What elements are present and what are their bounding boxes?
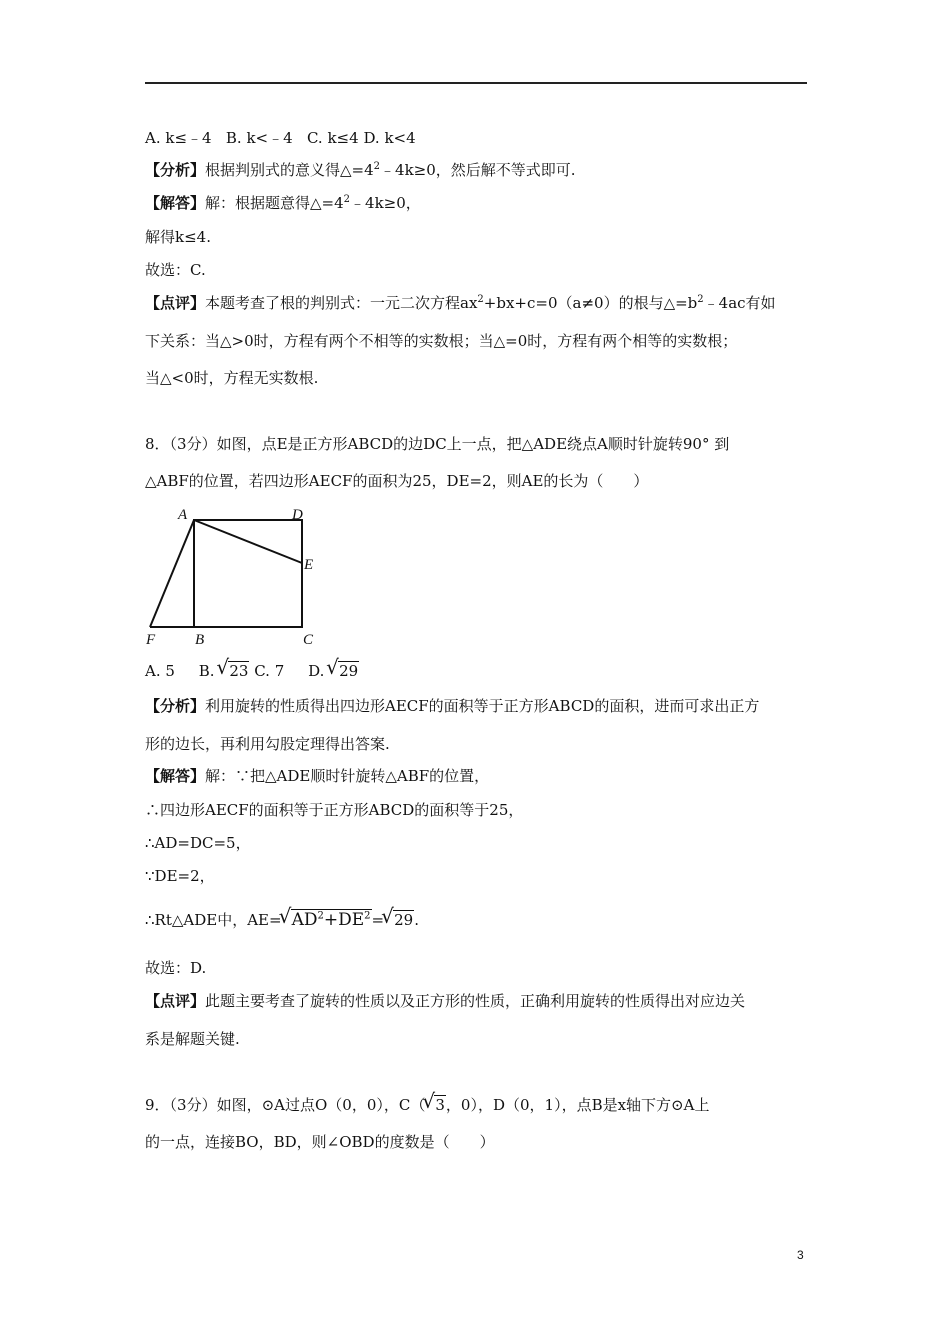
q8-solution-line5 xyxy=(145,910,419,930)
q8-solution-line3: ∴AD=DC=5， xyxy=(145,834,251,852)
square-abcd xyxy=(194,520,302,627)
q8-solution-tag: 【解答】 xyxy=(145,767,206,785)
q7-solution xyxy=(145,193,421,213)
q8-ae-radicand xyxy=(291,909,372,930)
q8-option-d-root xyxy=(329,661,359,681)
q9-radicand: 3 xyxy=(435,1096,445,1114)
q7-comment-text-b: +bx+c=0（a≠0）的根与△=b xyxy=(483,294,698,312)
q8-ae-root xyxy=(282,910,372,930)
q8-ae-end: . xyxy=(414,911,419,929)
q7-solution-text-2: ﹣4k≥0， xyxy=(350,194,421,212)
q8-option-d-radicand: 29 xyxy=(339,662,359,680)
label-e: E xyxy=(304,557,314,573)
q7-option-d: D. k<4 xyxy=(363,129,416,147)
q8-ae-exp-b: 2 xyxy=(364,910,371,922)
q8-figure xyxy=(140,500,340,650)
q7-options xyxy=(145,128,416,148)
q7-comment-text-c: ﹣4ac有如 xyxy=(703,294,776,312)
q8-solution-line4: ∵DE=2， xyxy=(145,867,215,885)
q8-stem-line2: △ABF的位置，若四边形AECF的面积为25，DE=2，则AE的长为（ ） xyxy=(145,472,649,490)
q9-stem-a: 9．（3分）如图，⊙A过点O（0，0），C（ xyxy=(145,1096,426,1114)
q8-solution-line2: ∴四边形AECF的面积等于正方形ABCD的面积等于25， xyxy=(145,801,524,819)
label-f: F xyxy=(146,632,156,648)
q8-option-b-radicand: 23 xyxy=(229,662,249,680)
q8-option-b-prefix: B. xyxy=(198,662,215,680)
q7-option-b: B. k<﹣4 xyxy=(225,129,293,147)
q9-root xyxy=(425,1095,446,1115)
q8-analysis-line1: 利用旋转的性质得出四边形AECF的面积等于正方形ABCD的面积，进而可求出正方 xyxy=(205,697,760,715)
q9-stem-line2: 的一点，连接BO，BD，则∠OBD的度数是（ ） xyxy=(145,1133,495,1151)
q7-analysis xyxy=(145,160,576,180)
q7-comment xyxy=(145,293,776,313)
q8-comment xyxy=(145,991,745,1011)
q8-ae-result-root xyxy=(384,910,414,930)
q7-comment-exp2: 2 xyxy=(697,294,704,305)
q7-analysis-tag: 【分析】 xyxy=(145,161,206,179)
q7-solution-text: 解：根据题意得△=4 xyxy=(205,194,344,212)
q8-solution-line1: 解：∵把△ADE顺时针旋转△ABF的位置， xyxy=(205,767,490,785)
q9-stem-line1 xyxy=(145,1095,709,1115)
q7-solution-tag: 【解答】 xyxy=(145,194,206,212)
q8-ae-de: +DE xyxy=(323,910,365,930)
q8-option-d-prefix: D. xyxy=(308,662,325,680)
label-c: C xyxy=(303,632,314,648)
q8-ae-eq: = xyxy=(371,911,385,929)
header-rule xyxy=(145,82,807,84)
q7-comment-exp1: 2 xyxy=(477,294,484,305)
q7-step1: 解得k≤4. xyxy=(145,228,211,246)
q9-stem-b: ，0），D（0，1），点B是x轴下方⊙A上 xyxy=(445,1096,710,1114)
q8-options xyxy=(145,661,359,681)
q8-comment-line1: 此题主要考查了旋转的性质以及正方形的性质，正确利用旋转的性质得出对应边关 xyxy=(205,992,746,1010)
q8-ae-result: 29 xyxy=(394,911,414,929)
label-d: D xyxy=(292,507,303,523)
q8-solution xyxy=(145,766,489,786)
q7-option-a: A. k≤﹣4 xyxy=(145,129,212,147)
q8-analysis-tag: 【分析】 xyxy=(145,697,206,715)
q8-comment-line2: 系是解题关键. xyxy=(145,1030,240,1048)
q7-analysis-text-2: ﹣4k≥0，然后解不等式即可. xyxy=(380,161,576,179)
q8-option-c: C. 7 xyxy=(254,662,285,680)
label-b: B xyxy=(195,632,205,648)
page-number: 3 xyxy=(797,1248,804,1262)
q8-ae-exp-a: 2 xyxy=(317,910,324,922)
segment-ae xyxy=(194,520,302,563)
q7-comment-text-a: 本题考查了根的判别式：一元二次方程ax xyxy=(205,294,478,312)
q7-analysis-exp: 2 xyxy=(373,161,381,172)
q7-option-c: C. k≤4 xyxy=(306,129,359,147)
label-a: A xyxy=(178,507,188,523)
q8-solution-line5-prefix: ∴Rt△ADE中，AE= xyxy=(145,911,282,929)
q7-comment-line3: 当△<0时，方程无实数根. xyxy=(145,369,319,387)
q7-analysis-text: 根据判别式的意义得△=4 xyxy=(205,161,374,179)
q7-choose: 故选：C. xyxy=(145,261,206,279)
q8-comment-tag: 【点评】 xyxy=(145,992,206,1010)
q8-analysis-line2: 形的边长，再利用勾股定理得出答案. xyxy=(145,735,390,753)
q7-solution-exp: 2 xyxy=(343,194,351,205)
q8-stem-line1: 8．（3分）如图，点E是正方形ABCD的边DC上一点，把△ADE绕点A顺时针旋转90° 到 xyxy=(145,435,730,453)
q8-choose: 故选：D. xyxy=(145,959,207,977)
q8-option-a: A. 5 xyxy=(145,662,175,680)
q8-analysis xyxy=(145,696,759,716)
segment-af xyxy=(150,520,194,627)
q8-option-b-root xyxy=(219,661,249,681)
q8-ae-ad: AD xyxy=(291,910,318,930)
q7-comment-tag: 【点评】 xyxy=(145,294,206,312)
q7-comment-line2: 下关系：当△>0时，方程有两个不相等的实数根；当△=0时，方程有两个相等的实数根； xyxy=(145,332,738,350)
